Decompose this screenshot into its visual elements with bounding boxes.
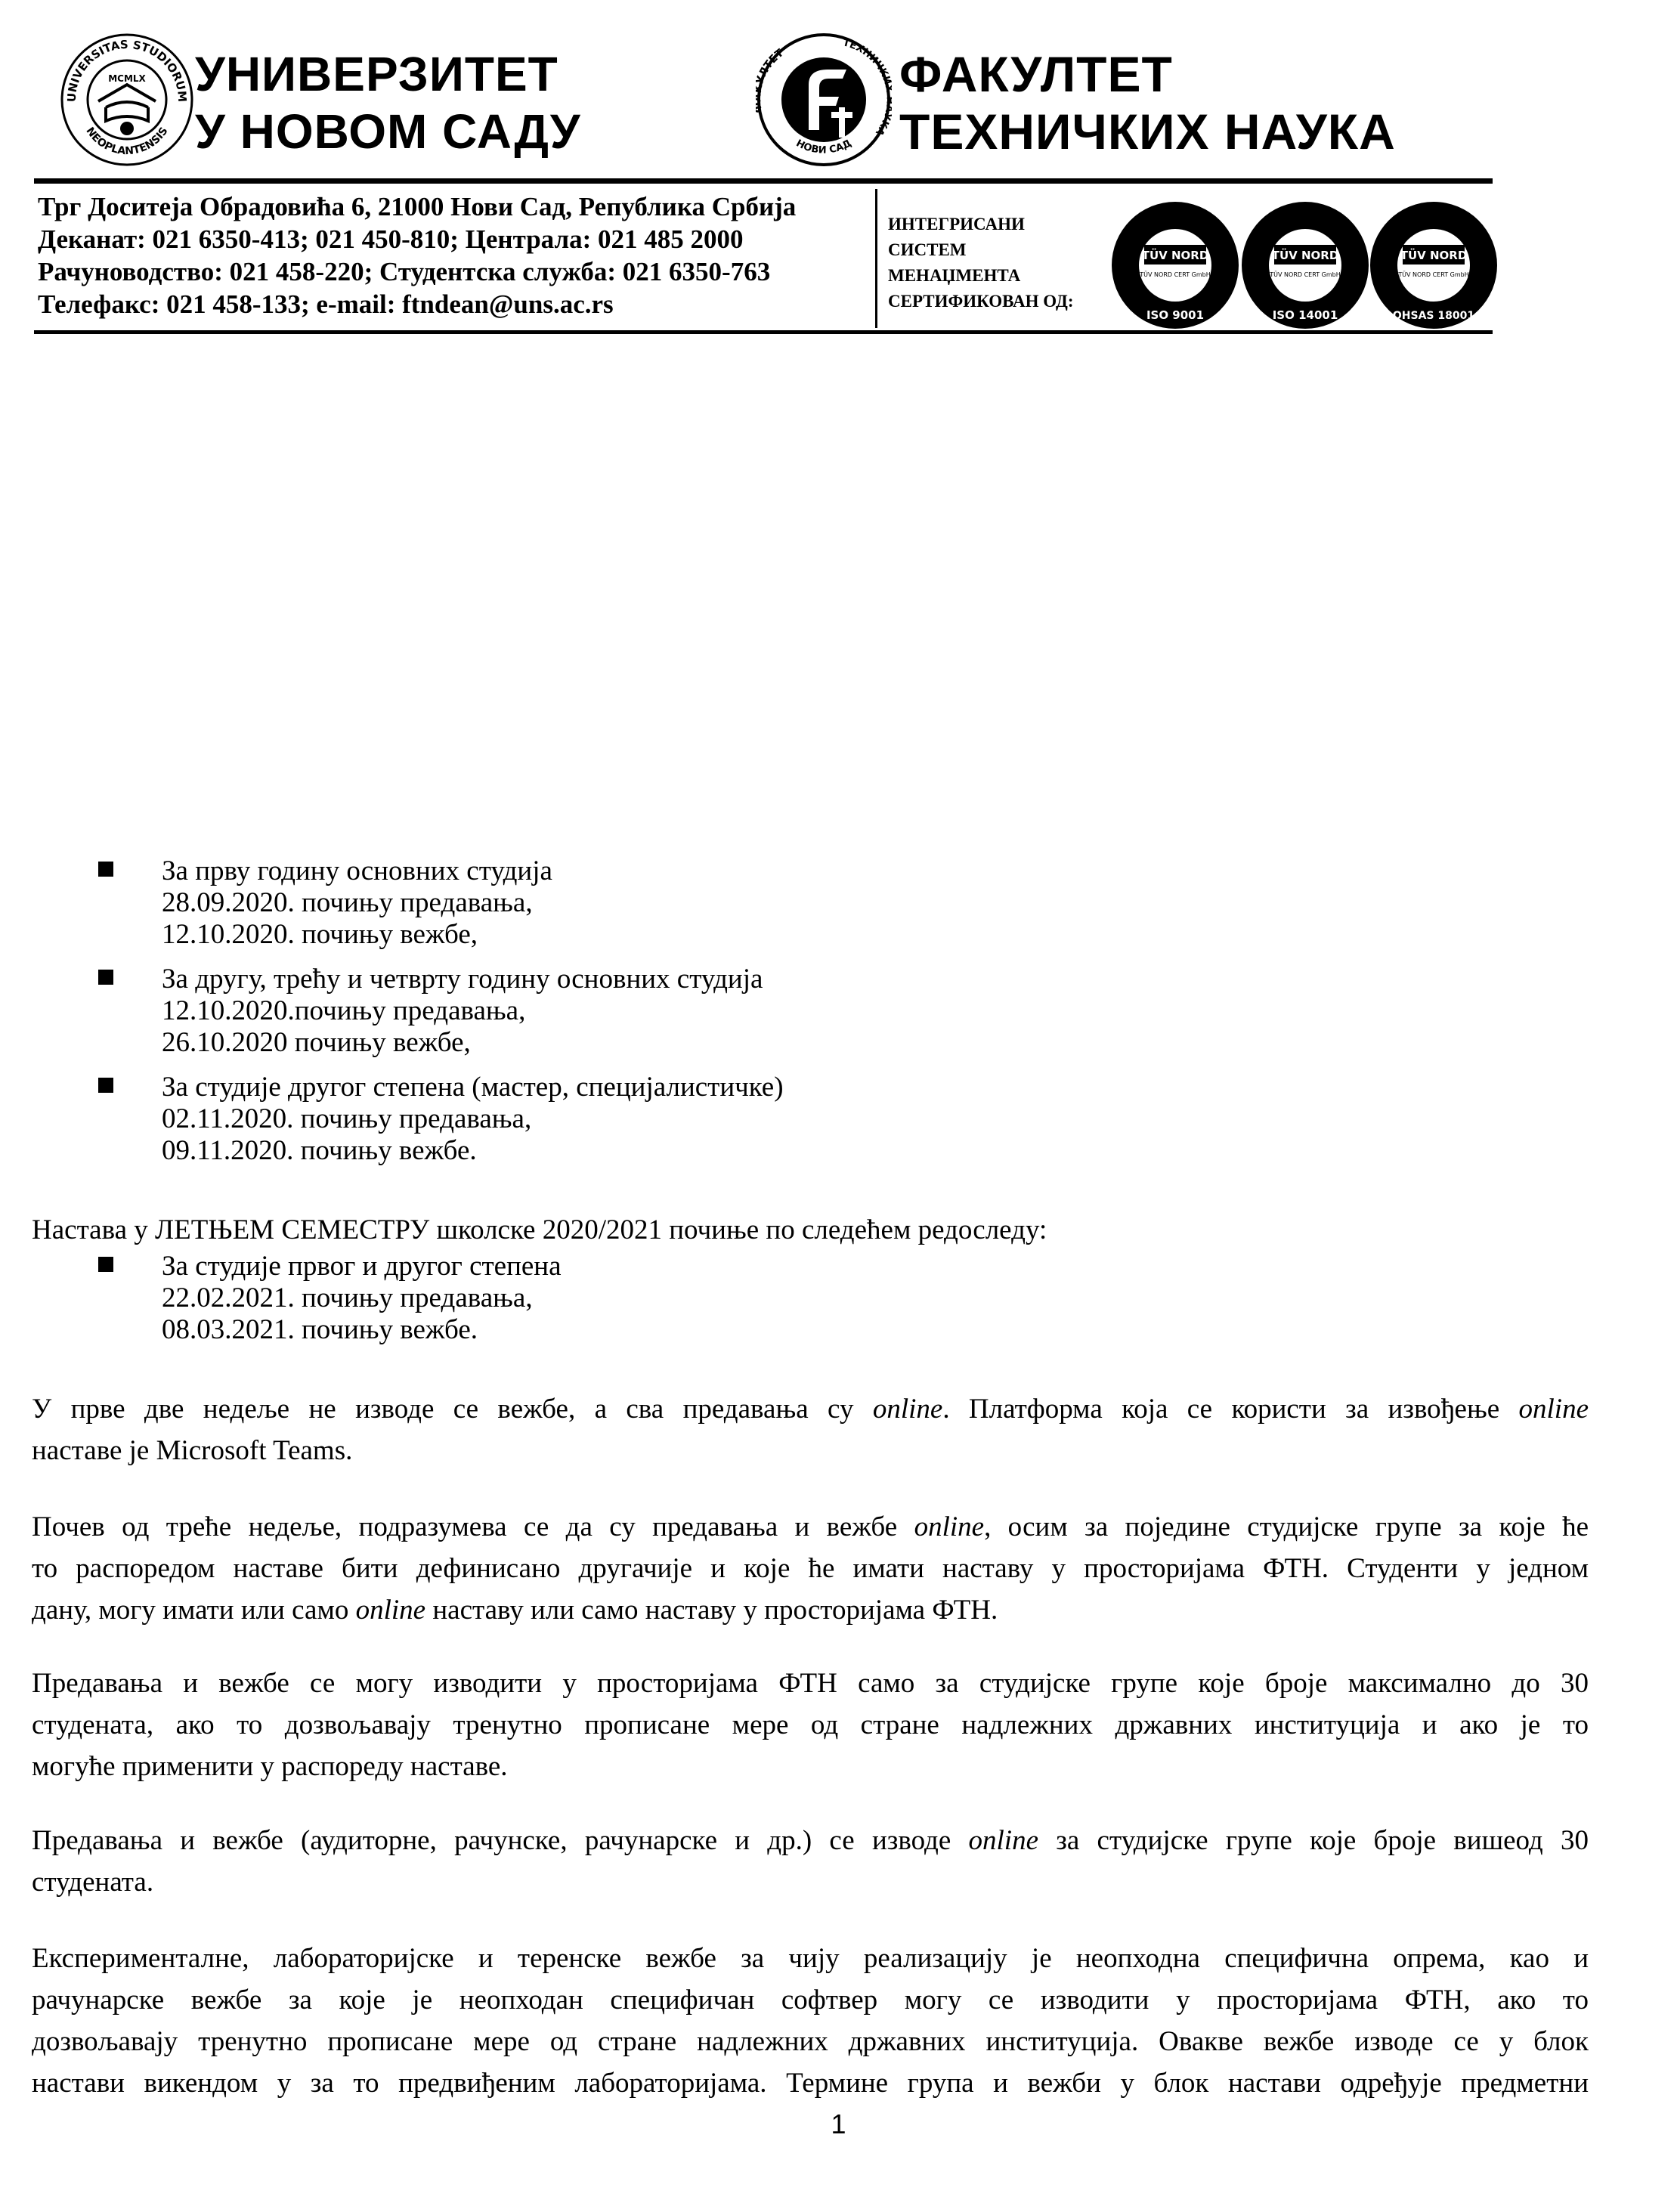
paragraph-groups-over-30 <box>32 1820 1589 1903</box>
item-title: За студије другог степена (мастер, специјалистичке) <box>162 1072 784 1103</box>
university-seal <box>59 32 195 168</box>
svg-text:MCMLX: MCMLX <box>108 73 146 84</box>
iso-14001-badge <box>1238 198 1372 333</box>
winter-item-1 <box>162 850 552 955</box>
header-vertical-divider <box>875 189 877 328</box>
summer-item-1 <box>162 1245 562 1350</box>
svg-text:ISO 9001: ISO 9001 <box>1146 308 1205 322</box>
item-title: За другу, трећу и четврту годину основних студија <box>162 964 763 995</box>
svg-text:NEOPLANTENSIS: NEOPLANTENSIS <box>83 125 171 158</box>
item-lectures: 12.10.2020.почињу предавања, <box>162 995 526 1026</box>
svg-text:TÜV NORD CERT GmbH: TÜV NORD CERT GmbH <box>1398 271 1469 278</box>
svg-text:TÜV NORD: TÜV NORD <box>1271 249 1339 262</box>
text-run: . Платформа која се користи за извођење <box>942 1394 1519 1425</box>
tuv-badge-icon <box>1366 198 1501 333</box>
italic-run: online <box>968 1825 1038 1856</box>
paragraph-third-week <box>32 1506 1589 1631</box>
paragraph-line: дозвољавају тренутно прописане мере од стране надлежних државних институција. Овакве вежбе изводе се у блок <box>32 2026 1589 2057</box>
text-run: Предавања и вежбе (аудиторне, рачунске, рачунарске и др.) се изводе <box>32 1825 969 1856</box>
item-exercises: 08.03.2021. почињу вежбе. <box>162 1314 478 1345</box>
paragraph-line: могуће применити у распореду наставе. <box>32 1751 508 1782</box>
svg-text:ФАКУЛТЕТ: ЛТЕТ <box>757 47 786 79</box>
paragraph-line <box>32 1506 1589 1548</box>
cert-label-line: МЕНАЏМЕНТА <box>888 266 1021 285</box>
header-bottom-rule <box>34 330 1493 334</box>
university-name <box>195 45 581 160</box>
faculty-seal <box>756 32 892 168</box>
faculty-seal-icon <box>756 32 892 168</box>
contact-fax-email: Телефакс: 021 458-133; e-mail: ftndean@uns.ac.rs <box>38 289 614 319</box>
svg-text:UNIVERSITAS STUDIORUM: UNIVERSITAS STUDIORUM <box>64 37 190 103</box>
paragraph-line: студената. <box>32 1867 154 1898</box>
paragraph-line: студената, ако то дозвољавају тренутно прописане мере од стране надлежних државних институција и ако је то <box>32 1709 1589 1740</box>
text-run: Почев од треће недеље, подразумева се да су предавања и вежбе <box>32 1511 914 1542</box>
faculty-name-line1: ФАКУЛТЕТ <box>899 46 1173 102</box>
paragraph-line: наставе је Microsoft Teams. <box>32 1435 353 1466</box>
paragraph-line <box>32 1589 1589 1631</box>
paragraph-line: то распоредом наставе бити дефинисано другачије и које ће имати наставу у просторијама ФТН. Студенти у једном <box>32 1553 1589 1584</box>
svg-text:ТЕХНИЧКИХ НАУКА: ТЕХНИЧК КА <box>841 37 891 138</box>
cert-label-line: СИСТЕМ <box>888 240 967 259</box>
tuv-badge-icon <box>1108 198 1242 333</box>
ohsas-18001-badge <box>1366 198 1501 333</box>
contact-deanery: Деканат: 021 6350-413; 021 450-810; Централа: 021 485 2000 <box>38 224 744 254</box>
cert-label-line: ИНТЕГРИСАНИ <box>888 215 1025 234</box>
text-run: , осим за поједине студијске групе за које ће <box>984 1511 1589 1542</box>
paragraph-line: Експерименталне, лабораторијске и теренске вежбе за чију реализацију је неопходна специфична опрема, као и <box>32 1943 1589 1974</box>
faculty-name-line2: ТЕХНИЧКИХ НАУКА <box>899 104 1396 159</box>
text-run: У прве две недеље не изводе се вежбе, а сва предавања су <box>32 1394 873 1425</box>
winter-item-3 <box>162 1066 784 1171</box>
italic-run: online <box>872 1394 943 1425</box>
item-lectures: 02.11.2020. почињу предавања, <box>162 1103 532 1134</box>
university-name-line1: УНИВЕРЗИТЕТ <box>195 47 558 101</box>
svg-text:TÜV NORD: TÜV NORD <box>1400 249 1468 262</box>
svg-text:TÜV NORD CERT GmbH: TÜV NORD CERT GmbH <box>1140 271 1211 278</box>
item-title: За прву годину основних студија <box>162 855 552 886</box>
faculty-name <box>899 45 1396 160</box>
university-name-line2: У НОВОМ САДУ <box>195 104 581 159</box>
bullet-icon <box>98 1078 113 1093</box>
text-run: дану, могу имати или само <box>32 1595 356 1626</box>
italic-run: online <box>355 1595 426 1626</box>
text-run: за студијске групе које броје вишеод 30 <box>1038 1825 1589 1856</box>
item-exercises: 12.10.2020. почињу вежбе, <box>162 919 478 950</box>
item-exercises: 09.11.2020. почињу вежбе. <box>162 1135 477 1166</box>
paragraph-line: настави викендом у за то предвиђеним лабораторијама. Термине група и вежби у блок настави одређује предметни <box>32 2068 1589 2099</box>
bullet-icon <box>98 970 113 985</box>
cert-label-line: СЕРТИФИКОВАН ОД: <box>888 292 1074 311</box>
summer-semester-heading: Настава у ЛЕТЊЕМ СЕМЕСТРУ школске 2020/2021 почиње по следећем редоследу: <box>32 1214 1047 1245</box>
svg-text:НОВИ САД: НОВИ САД <box>794 138 854 156</box>
item-lectures: 28.09.2020. почињу предавања, <box>162 887 533 918</box>
paragraph-line <box>32 1388 1589 1430</box>
winter-item-2 <box>162 958 763 1063</box>
item-exercises: 26.10.2020 почињу вежбе, <box>162 1027 471 1058</box>
page-number: 1 <box>831 2108 846 2139</box>
italic-run: online <box>1518 1394 1589 1425</box>
contact-accounting: Рачуноводство: 021 458-220; Студентска служба: 021 6350-763 <box>38 257 771 286</box>
contact-block <box>38 190 796 320</box>
svg-text:TÜV NORD CERT GmbH: TÜV NORD CERT GmbH <box>1270 271 1341 278</box>
paragraph-line: рачунарске вежбе за које је неопходан специфичан софтвер могу се изводити у просторијама ФТН, ако то <box>32 1985 1589 2016</box>
paragraph-line: Предавања и вежбе се могу изводити у просторијама ФТН само за студијске групе које броје максимално до 30 <box>32 1668 1589 1699</box>
item-lectures: 22.02.2021. почињу предавања, <box>162 1282 533 1313</box>
item-title: За студије првог и другог степена <box>162 1251 562 1282</box>
iso-9001-badge <box>1108 198 1242 333</box>
paragraph-line <box>32 1820 1589 1861</box>
header-top-rule <box>34 178 1493 184</box>
svg-text:OHSAS 18001: OHSAS 18001 <box>1392 310 1475 322</box>
svg-text:TÜV NORD: TÜV NORD <box>1141 249 1209 262</box>
bullet-icon <box>98 862 113 877</box>
text-run: наставу или само наставу у просторијама ФТН. <box>425 1595 998 1626</box>
paragraph-groups-up-to-30 <box>32 1663 1589 1787</box>
bullet-icon <box>98 1257 113 1272</box>
university-seal-icon <box>59 32 195 168</box>
paragraph-online-first-weeks <box>32 1388 1589 1471</box>
tuv-badge-icon <box>1238 198 1372 333</box>
paragraph-experimental-exercises <box>32 1938 1589 2104</box>
certification-label <box>888 212 1074 314</box>
contact-address: Трг Доситеја Обрадовића 6, 21000 Нови Сад, Република Србија <box>38 192 797 221</box>
italic-run: online <box>914 1511 985 1542</box>
svg-text:ISO 14001: ISO 14001 <box>1272 308 1338 322</box>
